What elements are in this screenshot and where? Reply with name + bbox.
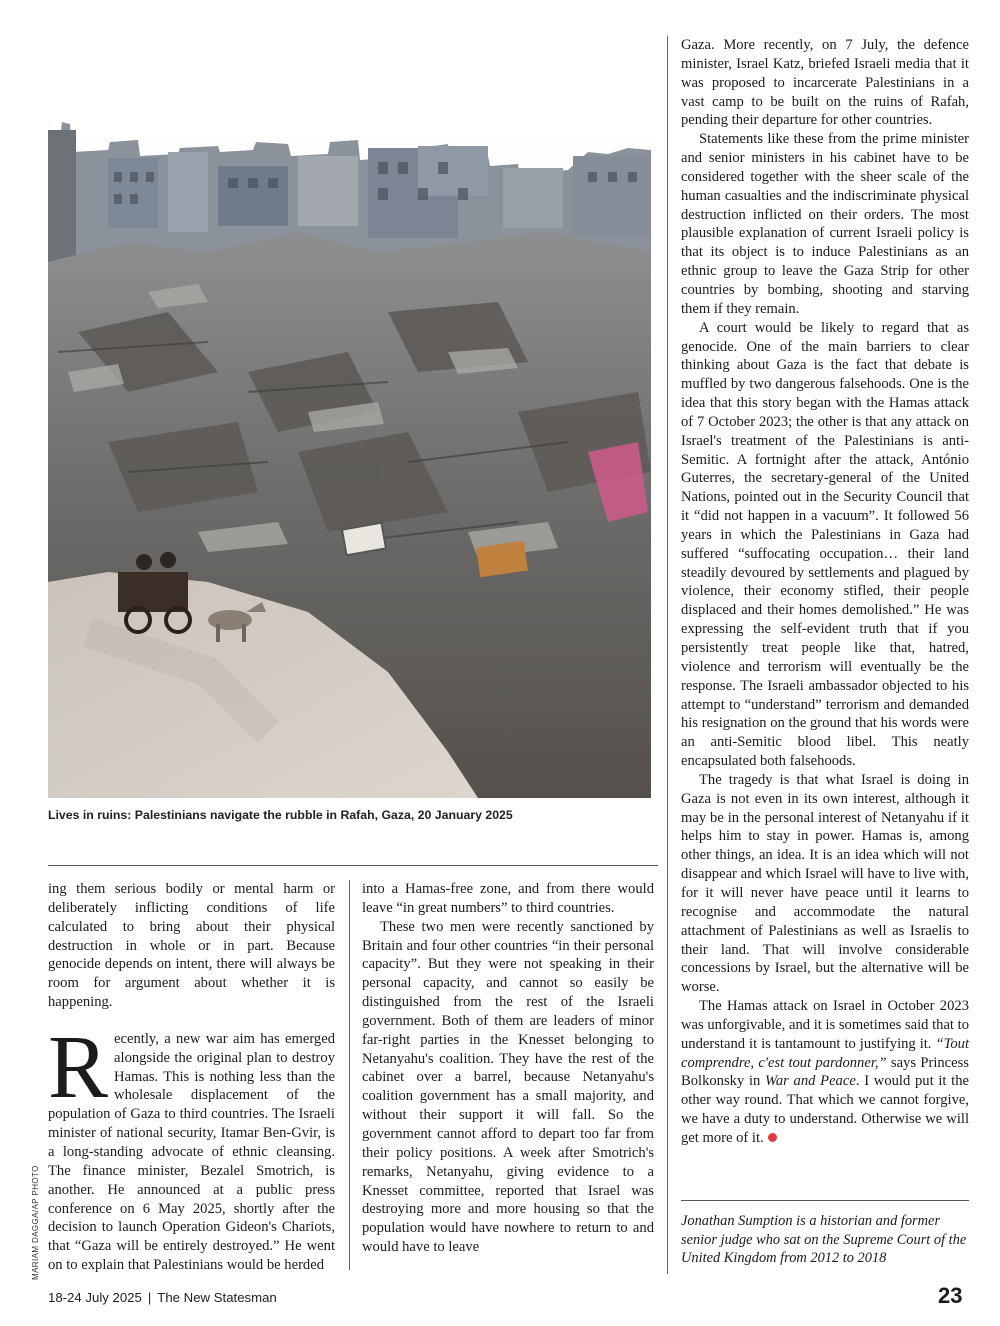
- photo-caption: Lives in ruins: Palestinians navigate the rubble in Rafah, Gaza, 20 January 2025: [48, 808, 513, 822]
- paragraph: ing them serious bodily or mental harm or deliberately inflicting conditions of life calculated to bring about their physical destruction in whole or in part. Because genocide depends on intent, there will always be room for argument about whether it is happening.: [48, 881, 335, 1011]
- paragraph: A court would be likely to regard that as genocide. One of the main barriers to clear thinking about Gaza is the fact that debate is muffled by two dangerous falsehoods. One is the idea that this story began with the Hamas attack of 7 October 2023; the other is that any attack on Israel's treatment of the Palestinians is anti-Semitic. A fortnight after the attack, António Guterres, the secretary-general of the United Nations, pointed out in the Security Council that it “did not happen in a vacuum”. It followed 56 years in which the Palestinians in Gaza had suffered “suffocating occupation… their land steadily devoured by settlements and plagued by violence, their economy stifled, their people displaced and their homes demolished.” He was expressing the self-evident truth that if you persistently treat people like that, hatred, violence and terrorism will eventually be the response. The Israeli ambassador objected to his attempt to “understand” terrorism and demanded his resignation on the ground that his words were an anti-Semitic blood libel. This neatly encapsulated both falsehoods.: [681, 319, 969, 770]
- paragraph: Gaza. More recently, on 7 July, the defence minister, Israel Katz, briefed Israeli media that it was proposed to incarcerate Palestinians in a vast camp to be built on the ruins of Rafah, pending their departure for other countries.: [681, 37, 969, 129]
- paragraph: into a Hamas-free zone, and from there would leave “in great numbers” to third countries.: [362, 881, 654, 916]
- end-mark-icon: [768, 1133, 777, 1142]
- bio-divider: [681, 1200, 969, 1201]
- issue-date: 18-24 July 2025: [48, 1290, 142, 1305]
- paragraph: ecently, a new war aim has emerged alongside the original plan to destroy Hamas. This is nothing less than the wholesale displacement of the population of Gaza to third countries. The Israeli minister of national security, Itamar Ben-Gvir, is a long-standing advocate of ethnic cleansing. The finance minister, Bezalel Smotrich, is another. He announced at a public press conference on 6 May 2025, shortly after the decision to launch Operation Gideon's Chariots, that “Gaza will be entirely destroyed.” He went on to explain that Palestinians would be herded: [48, 1030, 335, 1274]
- publication-name: The New Statesman: [157, 1290, 277, 1305]
- paragraph: Statements like these from the prime minister and senior ministers in his cabinet have to be considered together with the sheer scale of the human casualties and the indiscriminate physical destruction inflicted on their orders. The most plausible explanation of current Israeli policy is that its object is to induce Palestinians as an ethnic group to leave the Gaza Strip for other countries by bombing, shooting and starving them if they remain.: [681, 131, 969, 317]
- column-divider-right: [667, 36, 668, 1274]
- column-left: [48, 880, 335, 1275]
- drop-cap: R: [48, 1017, 109, 1117]
- column-divider-left: [349, 880, 350, 1270]
- caption-divider: [48, 865, 658, 866]
- page-number: 23: [938, 1283, 963, 1308]
- author-bio: Jonathan Sumption is a historian and former senior judge who sat on the Supreme Court of the United Kingdom from 2012 to 2018: [681, 1213, 967, 1266]
- paragraph: These two men were recently sanctioned by Britain and four other countries “in their personal capacity”. But they were not speaking in their personal capacity, and cannot so easily be distinguished from the rest of the Israeli government. Both of them are leaders of minor far-right parties in the Knesset belonging to Netanyahu's coalition. They have the rest of the cabinet over a barrel, because Netanyahu's coalition government has a small majority, and without their support it will fall. So the government cannot afford to depart too far from their policy positions. A week after Smotrich's remarks, Netanyahu, giving evidence to a Knesset committee, reported that Israel was destroying more and more housing so that the population would have nowhere to return to and would have to leave: [362, 918, 654, 1256]
- paragraph-with-dropcap: [48, 1017, 335, 1275]
- photo-credit: MARIAM DAGGA/AP PHOTO: [31, 1165, 40, 1280]
- rubble-photo: [48, 112, 651, 798]
- page-footer: [48, 1290, 277, 1305]
- french-quote: “Tout comprendre, c'est tout pardonner,”: [681, 1035, 969, 1071]
- column-middle: [362, 880, 654, 1257]
- footer-separator: |: [147, 1290, 152, 1305]
- paragraph: The tragedy is that what Israel is doing in Gaza is not even in its own interest, although it may be in the personal interest of Netanyahu if it helps him to stay in power. Hamas is, among other things, an idea. It is an idea which will not disappear and which Israel will have to live with, for it will never have peace until it learns to recognise and accommodate the natural attachment of Palestinians as well as Israelis to their land. That will involve considerable concessions by Israel, but the alternative will be worse.: [681, 771, 969, 996]
- book-title: War and Peace: [765, 1073, 856, 1090]
- closing-paragraph: The Hamas attack on Israel in October 2023 was unforgivable, and it is sometimes said that to understand it is tantamount to justifying it. “Tout comprendre, c'est tout pardonner,” says Princess Bolkonsky in War and Peace. I would put it the other way round. That which we cannot forgive, we have a duty to understand. Otherwise we will get more of it.: [681, 998, 970, 1146]
- column-right: [681, 36, 969, 1148]
